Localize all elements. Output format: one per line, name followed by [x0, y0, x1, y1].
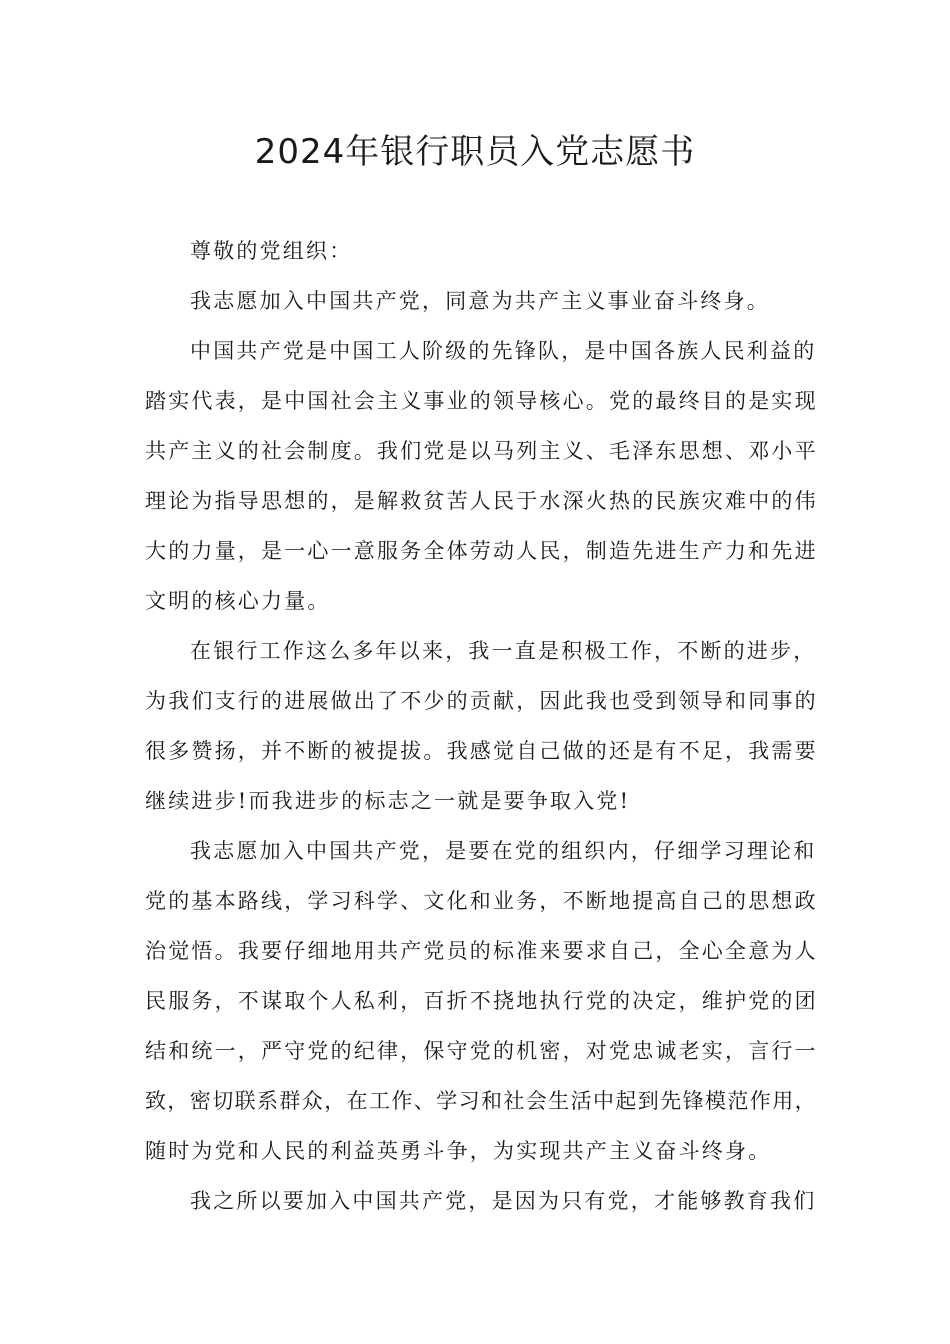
text-line: 共产主义的社会制度。我们党是以马列主义、毛泽东思想、邓小平: [145, 439, 818, 463]
text-line: 结和统一，严守党的纪律，保守党的机密，对党忠诚老实，言行一: [145, 1039, 818, 1063]
text-line: 踏实代表，是中国社会主义事业的领导核心。党的最终目的是实现: [145, 389, 818, 413]
text-line: 随时为党和人民的利益英勇斗争，为实现共产主义奋斗终身。: [145, 1139, 772, 1163]
text-line: 民服务，不谋取个人私利，百折不挠地执行党的决定，维护党的团: [145, 989, 818, 1013]
text-line: 文明的核心力量。: [145, 589, 331, 613]
text-line: 我志愿加入中国共产党，同意为共产主义事业奋斗终身。: [190, 289, 770, 313]
document-title: 2024年银行职员入党志愿书: [254, 132, 696, 172]
text-line: 治觉悟。我要仔细地用共产党员的标准来要求自己，全心全意为人: [145, 939, 818, 963]
text-line: 理论为指导思想的，是解救贫苦人民于水深火热的民族灾难中的伟: [145, 489, 818, 513]
text-line: 中国共产党是中国工人阶级的先锋队，是中国各族人民利益的: [190, 339, 817, 363]
text-line: 党的基本路线，学习科学、文化和业务，不断地提高自己的思想政: [145, 889, 818, 913]
text-line: 大的力量，是一心一意服务全体劳动人民，制造先进生产力和先进: [145, 539, 818, 563]
text-line: 继续进步!而我进步的标志之一就是要争取入党!: [145, 789, 631, 813]
text-line: 致，密切联系群众，在工作、学习和社会生活中起到先锋模范作用，: [145, 1089, 817, 1113]
text-line: 尊敬的党组织：: [190, 239, 353, 263]
text-line: 为我们支行的进展做出了不少的贡献，因此我也受到领导和同事的: [145, 689, 818, 713]
text-line: 我之所以要加入中国共产党，是因为只有党，才能够教育我们: [190, 1189, 817, 1213]
text-line: 我志愿加入中国共产党，是要在党的组织内，仔细学习理论和: [190, 839, 817, 863]
text-line: 很多赞扬，并不断的被提拔。我感觉自己做的还是有不足，我需要: [145, 739, 818, 763]
text-line: 在银行工作这么多年以来，我一直是积极工作，不断的进步，: [190, 639, 817, 663]
